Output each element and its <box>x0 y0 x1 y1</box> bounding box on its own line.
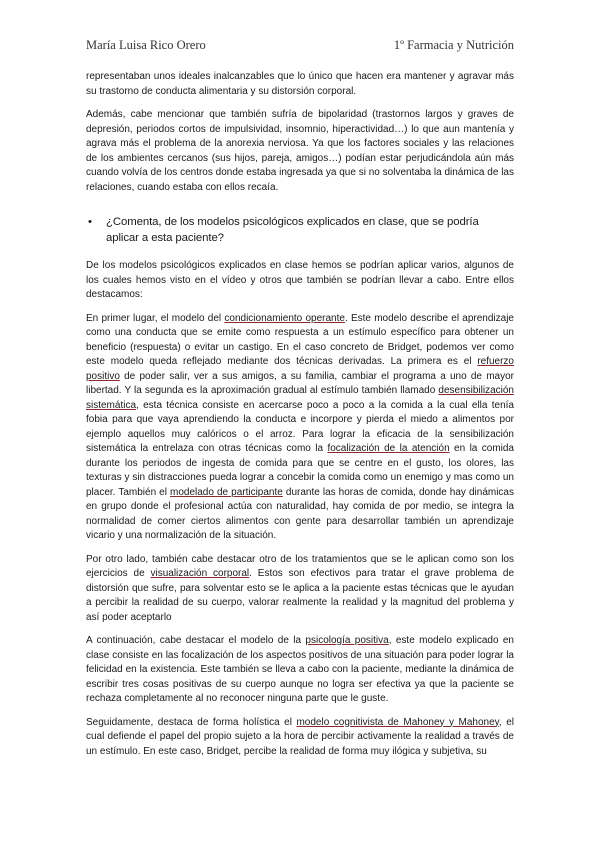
paragraph-cognitive-model: Seguidamente, destaca de forma holística el modelo cognitivista de Mahoney y Mahoney, el cual defiende el papel del propio sujeto a la hora de percibir activamente la realidad a través de un estímulo. En este caso, Bridget, percibe la realidad de forma muy ilógica y subjetiva, su <box>86 716 514 757</box>
author-name: María Luisa Rico Orero <box>86 38 206 52</box>
paragraph-intro: De los modelos psicológicos explicados en clase hemos se podrían aplicar varios, algunos de los cuales hemos visto en el vídeo y otros que también se podrían llevar a cabo. Entre ellos destacamos: <box>86 260 514 300</box>
paragraph-operant-conditioning: En primer lugar, el modelo del condicionamiento operante. Este modelo describe el aprendizaje como una conducta que se emite como respuesta a un estímulo específico para obtener un beneficio (respuesta) o evitar un castigo. En el caso concreto de Bridget, podemos ver como este modelo queda reflejado mediante dos técnicas derivadas. La primera es el refuerzo positivo de poder salir, ver a sus amigos, a su familia, cambiar el programa a uno de mayor libertad. Y la segunda es la aproximación gradual al estímulo también llamado desensibilización sistemática, esta técnica consiste en acercarse poco a poco a la comida a la cual ella tenía fobia para que vaya aprendiendo la conducta e incorpore y pierda el miedo a alimentos por ejemplo aquellos muy calóricos o el arroz. Para lograr la eficacia de la sensibilización sistemática la entrelaza con otras técnicas como la focalización de la atención en la comida durante los periodos de ingesta de comida para que se centre en el gusto, los olores, las texturas y sin distracciones pueda lograr a concebir la comida como un enemigo y mas como un placer. También el modelado de participante durante las horas de comida, donde hay dinámicas en grupo donde el profesional actúa con naturalidad, hay comida de por medio, se integra la normalidad de comer ciertos alimentos con gente para desarrollar también un aprendizaje vicario y una normalización de la situación. <box>86 312 514 541</box>
course-name: 1º Farmacia y Nutrición <box>393 38 514 52</box>
paragraph-continuation: representaban unos ideales inalcanzables que lo único que hacen era mantener y agravar más su trastorno de conducta alimentaria y su distorsión corporal. <box>86 71 514 97</box>
paragraph-bipolarity: Además, cabe mencionar que también sufría de bipolaridad (trastornos largos y graves de depresión, periodos cortos de impulsividad, insomnio, hiperactividad…) lo que aun mantenía y agrava más el problema de la anorexia nerviosa. Ya que los factores sociales y las relaciones de los ambientes cercanos (sus hijos, pareja, amigos…) podían estar perjudicándola aún más cuando volvía de los centros donde estaba ingresada ya que si no solventaba la dinámica de las relaciones, cuando estaba con ellos recaía. <box>86 109 514 193</box>
document-body <box>86 70 514 768</box>
question-heading <box>86 215 514 246</box>
term-desensibilizacion-sistematica: desensibilización sistemática <box>86 385 514 411</box>
page-header <box>86 38 514 53</box>
term-modelado-participante: modelado de participante <box>170 486 283 498</box>
term-psicologia-positiva: psicología positiva <box>305 635 389 646</box>
term-focalizacion-atencion: focalización de la atención <box>327 443 450 454</box>
term-visualizacion-corporal: visualización corporal <box>150 568 250 579</box>
term-condicionamiento-operante: condicionamiento operante <box>224 312 345 324</box>
question-text: ¿Comenta, de los modelos psicológicos explicados en clase, que se podría aplicar a esta paciente? <box>106 216 479 244</box>
bullet-icon: • <box>88 216 92 228</box>
paragraph-positive-psychology: A continuación, cabe destacar el modelo de la psicología positiva, este modelo explicado en clase consiste en las focalización de los aspectos positivos de una situación para poder lograr la felicidad en la existencia. Este también se lleva a cabo con la paciente, mediante la dinámica de escribir tres cosas positivas de su cuerpo aunque no logra ser efectiva ya que la paciente se rechaza completamente al no reconocer ninguna parte que le guste. <box>86 635 514 704</box>
paragraph-body-visualization: Por otro lado, también cabe destacar otro de los tratamientos que se le aplican como son los ejercicios de visualización corporal. Estos son efectivos para tratar el grave problema de distorsión que sufre, para solventar esto se le aplica a la paciente estas técnicas que le ayudan a percibir la realidad de su cuerpo, valorar realmente la realidad y la magnitud del problema y así poder aceptarlo <box>86 553 515 623</box>
term-refuerzo-positivo: refuerzo positivo <box>86 356 514 382</box>
term-modelo-cognitivista: modelo cognitivista de Mahoney y Mahoney <box>296 716 499 728</box>
